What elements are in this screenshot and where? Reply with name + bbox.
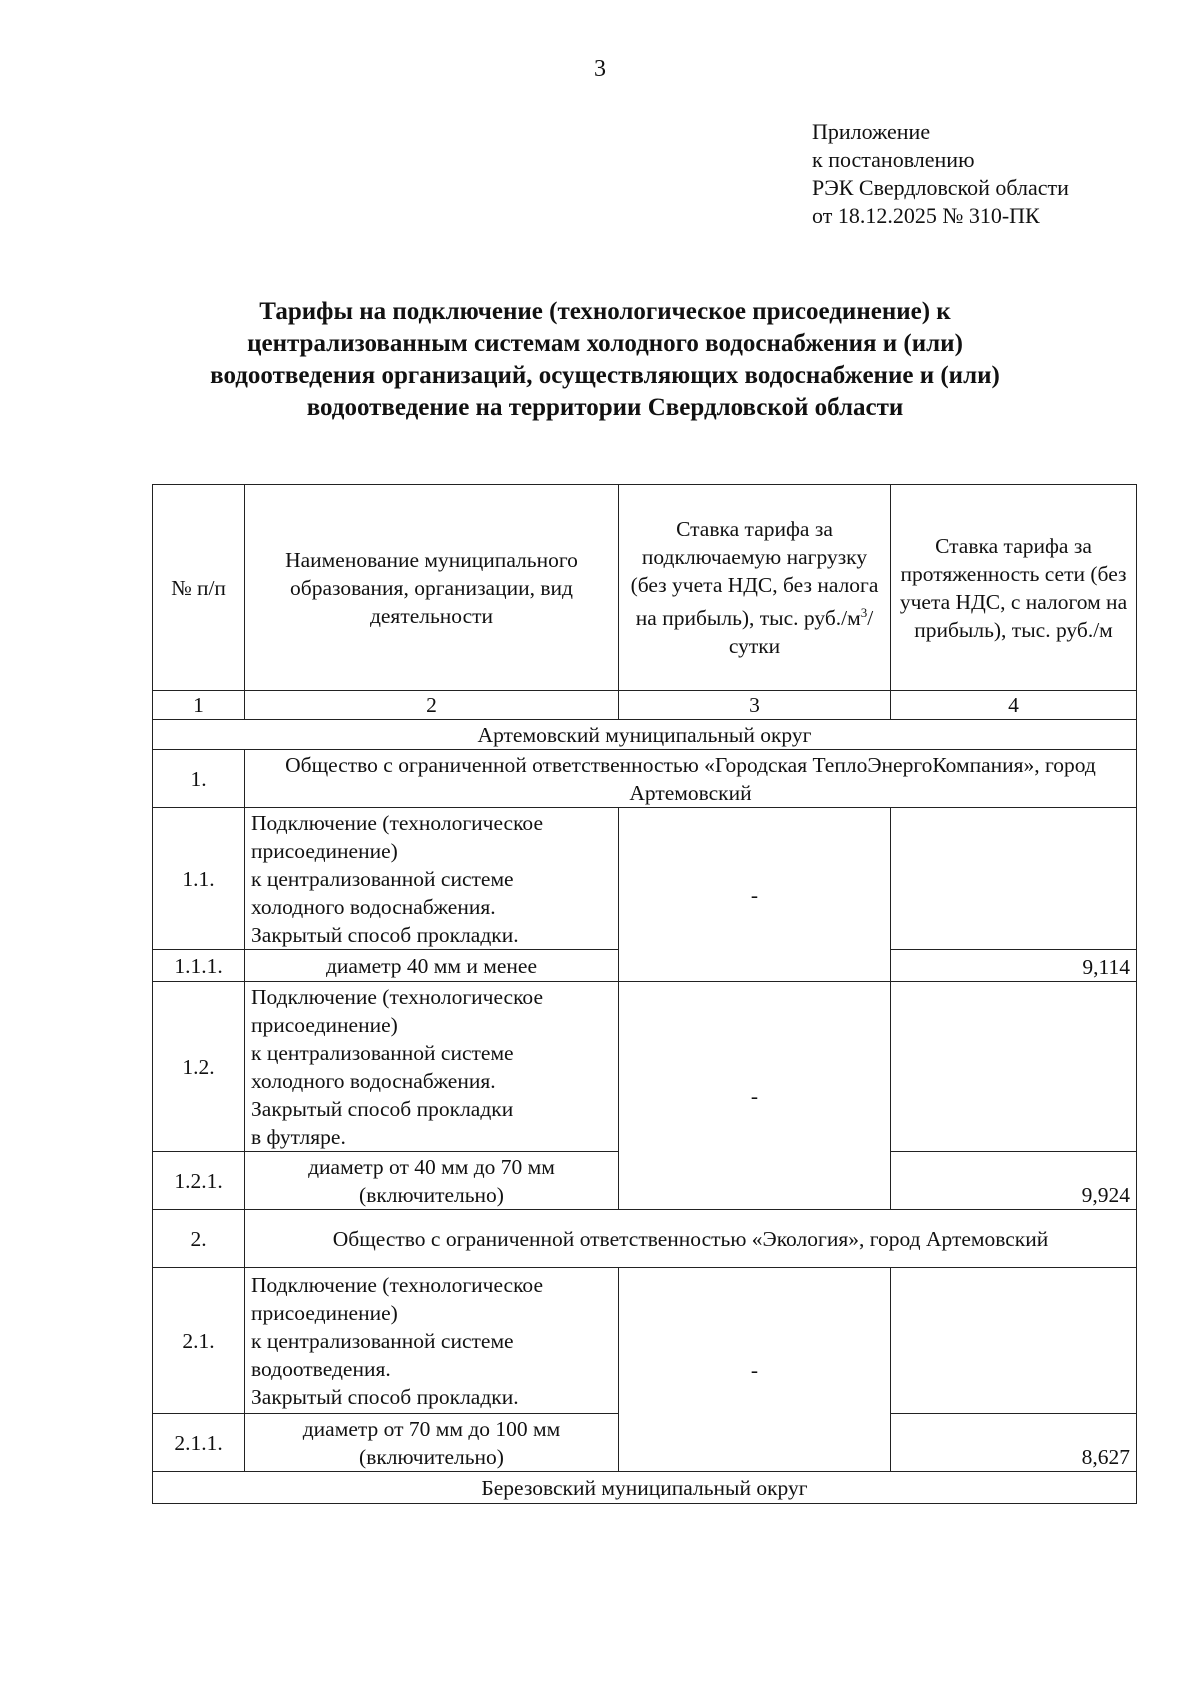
tariffs-table [152, 484, 1137, 1504]
page-number: 3 [594, 56, 606, 82]
diameter-label: диаметр от 40 мм до 70 мм (включительно) [245, 1152, 619, 1210]
table-row [153, 1268, 1137, 1414]
header-length-rate: Ставка тарифа за протяженность сети (без учета НДС, с налогом на прибыль), тыс. руб./м [891, 485, 1137, 691]
header-load-rate-sup: 3 [860, 604, 868, 620]
description-line: холодного водоснабжения. [251, 1068, 496, 1093]
table-row [153, 808, 1137, 950]
organization-row [153, 750, 1137, 808]
column-numbers-row [153, 691, 1137, 720]
organization-name: Общество с ограниченной ответственностью «Городская ТеплоЭнергоКомпания», город Артемовский [245, 750, 1137, 808]
section-title: Березовский муниципальный округ [153, 1472, 1137, 1504]
header-load-rate-text: Ставка тарифа за подключаемую нагрузку (без учета НДС, без налога на прибыль), тыс. руб./м [630, 516, 879, 631]
load-rate-value: - [619, 808, 891, 982]
appendix-line: от 18.12.2025 № 310-ПК [812, 203, 1040, 228]
row-number: 1.1. [153, 808, 245, 950]
row-number: 1. [153, 750, 245, 808]
length-rate-value: 8,627 [891, 1414, 1137, 1472]
table-header-row [153, 485, 1137, 691]
appendix-line: РЭК Свердловской области [812, 175, 1069, 200]
organization-row [153, 1210, 1137, 1268]
row-number: 2.1.1. [153, 1414, 245, 1472]
appendix-block [812, 118, 1069, 230]
description-line: к централизованной системе [251, 1328, 514, 1353]
section-row [153, 720, 1137, 750]
description-line: присоединение) [251, 1012, 398, 1037]
column-number: 4 [891, 691, 1137, 720]
row-number: 1.2. [153, 982, 245, 1152]
title-line: водоотведение на территории Свердловской области [306, 394, 904, 421]
section-row [153, 1472, 1137, 1504]
row-number: 1.1.1. [153, 950, 245, 982]
description-line: холодного водоснабжения. [251, 894, 496, 919]
load-rate-value: - [619, 1268, 891, 1472]
description-line: Подключение (технологическое [251, 810, 543, 835]
description-line: к централизованной системе [251, 1040, 514, 1065]
appendix-line: к постановлению [812, 147, 975, 172]
header-number: № п/п [153, 485, 245, 691]
description-line: Закрытый способ прокладки. [251, 1384, 519, 1409]
column-number: 3 [619, 691, 891, 720]
description-line: Подключение (технологическое [251, 984, 543, 1009]
section-title: Артемовский муниципальный округ [153, 720, 1137, 750]
diameter-label: диаметр 40 мм и менее [245, 950, 619, 982]
header-load-rate [619, 485, 891, 691]
organization-name: Общество с ограниченной ответственностью «Экология», город Артемовский [245, 1210, 1137, 1268]
description-line: Подключение (технологическое [251, 1272, 543, 1297]
column-number: 2 [245, 691, 619, 720]
service-description [245, 1268, 619, 1414]
row-number: 2.1. [153, 1268, 245, 1414]
description-line: Закрытый способ прокладки [251, 1096, 514, 1121]
empty-cell [891, 808, 1137, 950]
table-row [153, 982, 1137, 1152]
empty-cell [891, 982, 1137, 1152]
row-number: 1.2.1. [153, 1152, 245, 1210]
description-line: водоотведения. [251, 1356, 391, 1381]
diameter-label: диаметр от 70 мм до 100 мм (включительно) [245, 1414, 619, 1472]
empty-cell [891, 1268, 1137, 1414]
description-line: присоединение) [251, 838, 398, 863]
appendix-line: Приложение [812, 119, 931, 144]
description-line: Закрытый способ прокладки. [251, 922, 519, 947]
service-description [245, 808, 619, 950]
title-line: централизованным системам холодного водоснабжения и (или) [247, 330, 963, 357]
length-rate-value: 9,114 [891, 950, 1137, 982]
title-line: водоотведения организаций, осуществляющих водоснабжение и (или) [210, 362, 1000, 389]
row-number: 2. [153, 1210, 245, 1268]
description-line: в футляре. [251, 1124, 346, 1149]
description-line: присоединение) [251, 1300, 398, 1325]
load-rate-value: - [619, 982, 891, 1210]
description-line: к централизованной системе [251, 866, 514, 891]
header-load-rate-unit: /сутки [728, 606, 874, 659]
document-title [150, 296, 1060, 424]
service-description [245, 982, 619, 1152]
length-rate-value: 9,924 [891, 1152, 1137, 1210]
title-line: Тарифы на подключение (технологическое присоединение) к [259, 298, 951, 325]
header-name: Наименование муниципального образования, организации, вид деятельности [245, 485, 619, 691]
column-number: 1 [153, 691, 245, 720]
